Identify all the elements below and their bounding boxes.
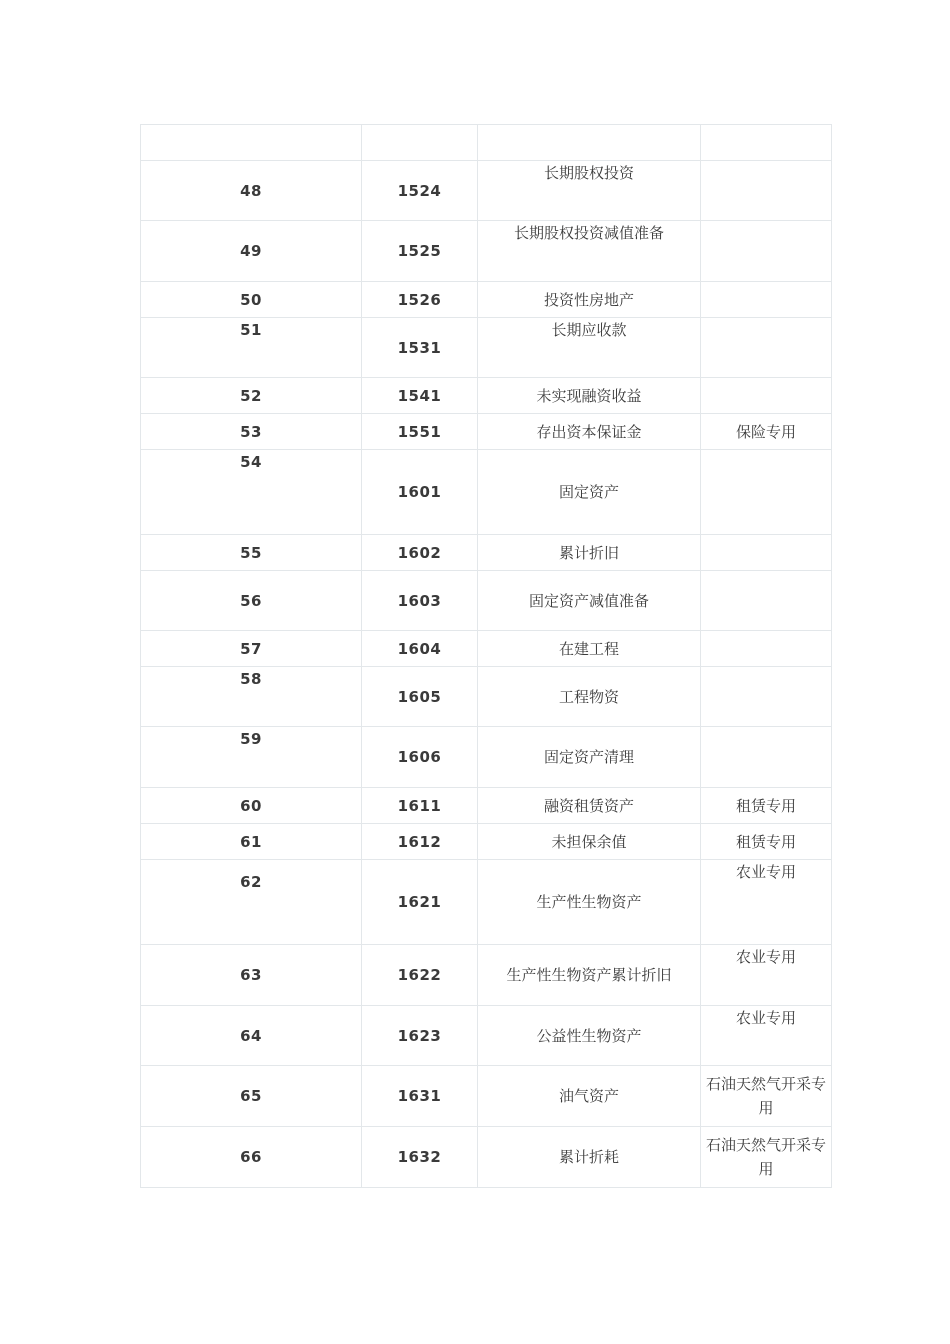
code-cell: 1524 [362,161,478,221]
table-header-row [141,125,832,161]
seq-cell: 52 [141,378,362,414]
note-cell [701,727,832,788]
name-cell: 投资性房地产 [478,282,701,318]
header-cell [141,125,362,161]
table-row [141,535,832,571]
table-row [141,860,832,945]
note-cell: 石油天然气开采专用 [701,1127,832,1188]
seq-cell: 51 [141,318,362,378]
name-cell: 在建工程 [478,631,701,667]
table-row [141,378,832,414]
code-cell: 1541 [362,378,478,414]
code-cell: 1631 [362,1066,478,1127]
table-row [141,414,832,450]
table-row [141,631,832,667]
name-cell: 生产性生物资产 [478,860,701,945]
name-cell: 固定资产减值准备 [478,571,701,631]
table-row [141,667,832,727]
seq-cell: 58 [141,667,362,727]
note-cell [701,571,832,631]
note-cell [701,318,832,378]
table-row [141,221,832,282]
name-cell: 长期股权投资 [478,161,701,221]
seq-cell: 56 [141,571,362,631]
code-cell: 1525 [362,221,478,282]
code-cell: 1622 [362,945,478,1006]
seq-cell: 63 [141,945,362,1006]
table-row [141,824,832,860]
code-cell: 1526 [362,282,478,318]
table-row [141,1006,832,1066]
code-cell: 1605 [362,667,478,727]
code-cell: 1604 [362,631,478,667]
name-cell: 固定资产 [478,450,701,535]
name-cell: 长期股权投资减值准备 [478,221,701,282]
code-cell: 1603 [362,571,478,631]
header-cell [701,125,832,161]
code-cell: 1623 [362,1006,478,1066]
header-cell [362,125,478,161]
table-row [141,945,832,1006]
seq-cell [141,860,362,945]
seq-cell: 66 [141,1127,362,1188]
seq-cell: 60 [141,788,362,824]
table-row [141,1127,832,1188]
code-cell: 1601 [362,450,478,535]
seq-cell: 48 [141,161,362,221]
seq-cell: 49 [141,221,362,282]
note-cell [701,631,832,667]
seq-cell: 64 [141,1006,362,1066]
note-cell: 农业专用 [701,1006,832,1066]
name-cell: 累计折耗 [478,1127,701,1188]
header-cell [478,125,701,161]
code-cell: 1632 [362,1127,478,1188]
code-cell: 1551 [362,414,478,450]
name-cell: 油气资产 [478,1066,701,1127]
table-row [141,1066,832,1127]
note-cell [701,161,832,221]
seq-cell: 57 [141,631,362,667]
code-cell: 1531 [362,318,478,378]
code-cell: 1612 [362,824,478,860]
table-row [141,282,832,318]
seq-cell: 59 [141,727,362,788]
seq-cell: 61 [141,824,362,860]
table-row [141,727,832,788]
note-cell: 租赁专用 [701,788,832,824]
note-cell: 农业专用 [701,945,832,1006]
name-cell: 工程物资 [478,667,701,727]
name-cell: 生产性生物资产累计折旧 [478,945,701,1006]
table-row [141,571,832,631]
table-row [141,318,832,378]
note-cell: 保险专用 [701,414,832,450]
seq-cell: 50 [141,282,362,318]
code-cell: 1606 [362,727,478,788]
note-cell: 租赁专用 [701,824,832,860]
table-row [141,788,832,824]
name-cell: 未实现融资收益 [478,378,701,414]
note-cell [701,667,832,727]
code-cell: 1611 [362,788,478,824]
name-cell: 累计折旧 [478,535,701,571]
name-cell: 固定资产清理 [478,727,701,788]
note-cell [701,535,832,571]
seq-cell: 53 [141,414,362,450]
name-cell: 存出资本保证金 [478,414,701,450]
note-cell: 石油天然气开采专用 [701,1066,832,1127]
note-cell [701,378,832,414]
accounts-table [140,124,832,1188]
seq-cell: 54 [141,450,362,535]
name-cell: 公益性生物资产 [478,1006,701,1066]
note-cell [701,282,832,318]
name-cell: 未担保余值 [478,824,701,860]
note-cell [701,450,832,535]
table-row [141,450,832,535]
name-cell: 长期应收款 [478,318,701,378]
note-cell: 农业专用 [701,860,832,945]
seq-cell: 55 [141,535,362,571]
note-cell [701,221,832,282]
code-cell: 1602 [362,535,478,571]
table-row [141,161,832,221]
seq-text: 62 [240,873,262,891]
code-cell: 1621 [362,860,478,945]
seq-cell: 65 [141,1066,362,1127]
name-cell: 融资租赁资产 [478,788,701,824]
